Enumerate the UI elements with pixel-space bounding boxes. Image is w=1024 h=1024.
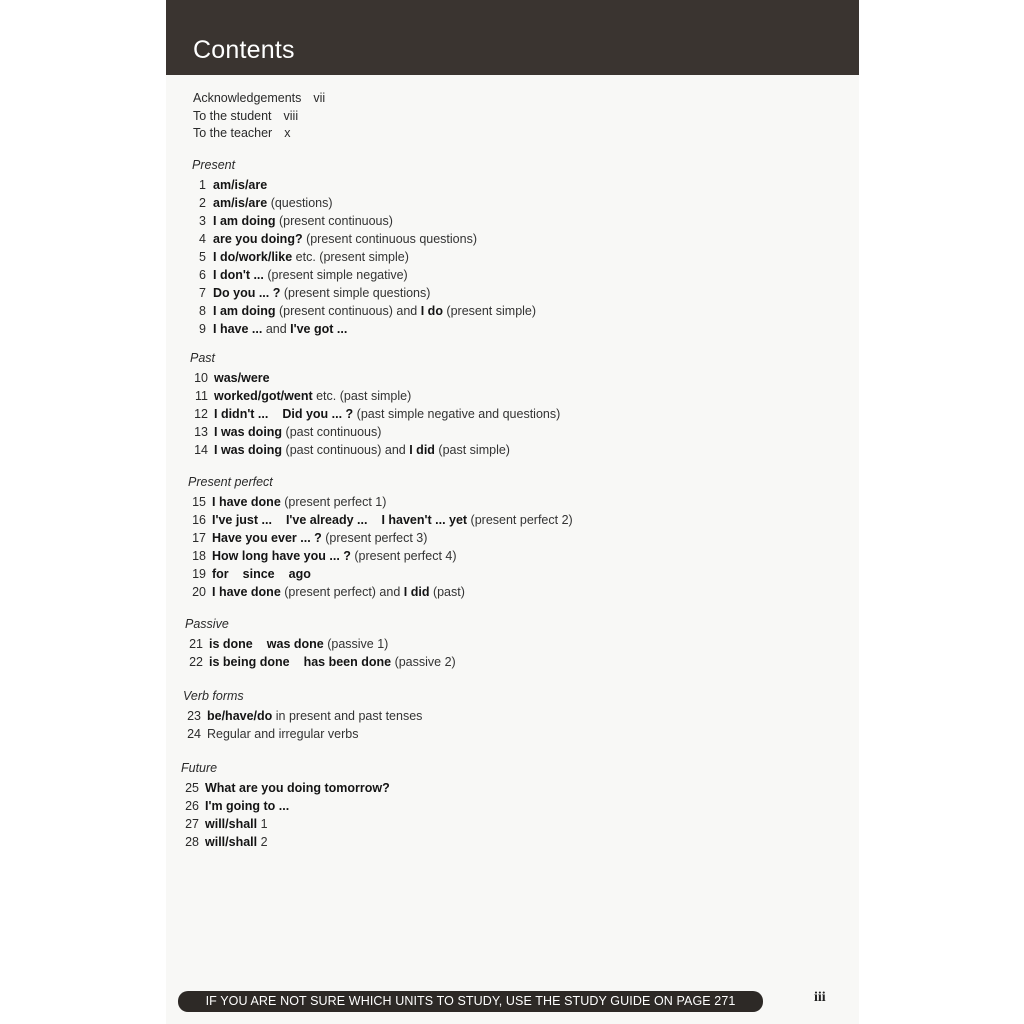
contents-entry[interactable] (188, 547, 573, 565)
contents-entry[interactable] (192, 320, 536, 338)
unit-title: How long have you ... ? (212, 549, 351, 563)
unit-description: (past simple negative and questions) (353, 407, 561, 421)
contents-entry[interactable] (192, 248, 536, 266)
section-title: Verb forms (183, 689, 244, 703)
unit-number: 3 (199, 214, 206, 228)
unit-number: 25 (185, 781, 199, 795)
unit-number: 7 (199, 286, 206, 300)
unit-title: will/shall (205, 817, 258, 831)
contents-entry[interactable] (185, 653, 456, 671)
contents-entry[interactable] (190, 423, 560, 441)
contents-entry[interactable] (188, 529, 573, 547)
unit-number: 6 (199, 268, 206, 282)
unit-description: (present simple) (442, 304, 537, 318)
page-title: Contents (193, 36, 295, 64)
unit-title: was/were (214, 371, 270, 385)
contents-entry[interactable] (181, 779, 390, 797)
unit-title: I have done (212, 495, 281, 509)
contents-entry[interactable] (181, 797, 390, 815)
section-verb-forms (183, 688, 422, 743)
unit-title: am/is/are (213, 196, 268, 210)
unit-number: 2 (199, 196, 206, 210)
unit-number: 8 (199, 304, 206, 318)
unit-number: 5 (199, 250, 206, 264)
unit-description: (present perfect 2) (467, 513, 573, 527)
section-title: Future (181, 761, 218, 775)
contents-entry[interactable] (192, 194, 536, 212)
front-matter-page: x (284, 126, 291, 140)
section-passive (185, 616, 456, 671)
unit-title: I am doing (213, 304, 276, 318)
unit-number: 16 (192, 513, 206, 527)
contents-entry[interactable] (190, 369, 560, 387)
unit-title: I do (420, 304, 443, 318)
unit-number: 22 (189, 655, 203, 669)
unit-title: I did (409, 443, 435, 457)
unit-description: and (262, 322, 291, 336)
unit-title: I have ... (213, 322, 263, 336)
unit-title: is done (209, 637, 253, 651)
unit-description: (past continuous) and (282, 443, 410, 457)
contents-entry[interactable] (181, 833, 390, 851)
unit-description: (passive 2) (391, 655, 456, 669)
unit-description: (questions) (267, 196, 333, 210)
unit-title: was done (266, 637, 324, 651)
unit-number: 24 (187, 727, 201, 741)
unit-description: (present simple negative) (263, 268, 408, 282)
front-matter-label: Acknowledgements (193, 91, 302, 105)
unit-description: (past) (429, 585, 465, 599)
unit-description: (past simple) (434, 443, 510, 457)
contents-entry[interactable] (192, 302, 536, 320)
contents-entry[interactable] (190, 441, 560, 459)
unit-title: I was doing (214, 443, 283, 457)
unit-title: Have you ever ... ? (212, 531, 322, 545)
unit-title: since (242, 567, 275, 581)
contents-entry[interactable] (192, 212, 536, 230)
unit-description: 2 (257, 835, 268, 849)
unit-number: 4 (199, 232, 206, 246)
unit-title: Did you ... ? (282, 407, 354, 421)
unit-title: worked/got/went (214, 389, 313, 403)
unit-description: in present and past tenses (272, 709, 423, 723)
unit-number: 11 (195, 389, 208, 403)
unit-number: 15 (192, 495, 206, 509)
unit-title: What are you doing tomorrow? (205, 781, 390, 795)
unit-title: I haven't ... yet (381, 513, 468, 527)
front-matter-page: vii (313, 91, 326, 105)
unit-title: am/is/are (213, 178, 268, 192)
unit-number: 19 (192, 567, 206, 581)
unit-description: etc. (past simple) (312, 389, 412, 403)
unit-description: (present continuous) and (275, 304, 421, 318)
unit-description: (present simple questions) (280, 286, 431, 300)
section-present (192, 157, 536, 338)
unit-title: I don't ... (213, 268, 264, 282)
unit-number: 1 (199, 178, 206, 192)
unit-description: (past continuous) (282, 425, 382, 439)
unit-title: has been done (303, 655, 392, 669)
unit-title: I did (403, 585, 430, 599)
unit-title: will/shall (205, 835, 258, 849)
contents-entry[interactable] (192, 284, 536, 302)
section-title: Passive (185, 617, 229, 631)
section-present-perfect (188, 474, 573, 601)
unit-description: (present perfect) and (280, 585, 404, 599)
contents-entry[interactable] (183, 707, 422, 725)
unit-description: (present perfect 1) (280, 495, 387, 509)
contents-entry[interactable] (188, 493, 573, 511)
unit-number: 21 (189, 637, 203, 651)
unit-title: I've got ... (290, 322, 348, 336)
unit-number: 20 (192, 585, 206, 599)
unit-title: I have done (212, 585, 281, 599)
unit-title: I'm going to ... (205, 799, 290, 813)
section-title: Present perfect (188, 475, 273, 489)
contents-entry[interactable] (190, 405, 560, 423)
unit-title: ago (288, 567, 311, 581)
unit-number: 13 (194, 425, 208, 439)
unit-title: Do you ... ? (213, 286, 281, 300)
unit-number: 17 (192, 531, 206, 545)
unit-number: 10 (194, 371, 208, 385)
unit-title: I've already ... (285, 513, 368, 527)
unit-title: I do/work/like (213, 250, 293, 264)
unit-title: I am doing (213, 214, 276, 228)
contents-entry[interactable] (183, 725, 422, 743)
unit-title: for (212, 567, 229, 581)
section-title: Past (190, 351, 216, 365)
section-title: Present (192, 158, 236, 172)
contents-entry[interactable] (181, 815, 390, 833)
contents-entry[interactable] (192, 230, 536, 248)
contents-entry[interactable] (188, 583, 573, 601)
unit-description: 1 (257, 817, 268, 831)
unit-description: etc. (present simple) (292, 250, 409, 264)
contents-entry[interactable] (192, 266, 536, 284)
unit-number: 18 (192, 549, 206, 563)
contents-entry[interactable] (185, 635, 456, 653)
unit-title: I was doing (214, 425, 283, 439)
unit-number: 12 (194, 407, 208, 421)
contents-entry[interactable] (188, 511, 573, 529)
contents-entry[interactable] (192, 176, 536, 194)
page-number: iii (814, 990, 826, 1005)
unit-description: (present perfect 3) (321, 531, 428, 545)
section-past (190, 350, 560, 459)
unit-number: 26 (185, 799, 199, 813)
unit-title: is being done (209, 655, 290, 669)
unit-description: Regular and irregular verbs (207, 727, 359, 741)
unit-number: 27 (185, 817, 199, 831)
unit-title: be/have/do (207, 709, 273, 723)
front-matter-label: To the teacher (193, 126, 273, 140)
contents-entry[interactable] (188, 565, 573, 583)
unit-title: I've just ... (212, 513, 272, 527)
front-matter-label: To the student (193, 108, 272, 123)
unit-description: (passive 1) (323, 637, 389, 651)
unit-description: (present perfect 4) (350, 549, 457, 563)
front-matter-page: viii (283, 108, 299, 123)
unit-number: 14 (194, 443, 208, 457)
unit-number: 23 (187, 709, 201, 723)
unit-title: I didn't ... (214, 407, 269, 421)
section-future (181, 760, 390, 851)
contents-entry[interactable] (190, 387, 560, 405)
unit-title: are you doing? (213, 232, 303, 246)
unit-number: 28 (185, 835, 199, 849)
unit-description: (present continuous questions) (302, 232, 478, 246)
unit-description: (present continuous) (275, 214, 393, 228)
study-guide-banner: IF YOU ARE NOT SURE WHICH UNITS TO STUDY, USE THE STUDY GUIDE ON PAGE 271 (178, 991, 763, 1012)
unit-number: 9 (199, 322, 206, 336)
